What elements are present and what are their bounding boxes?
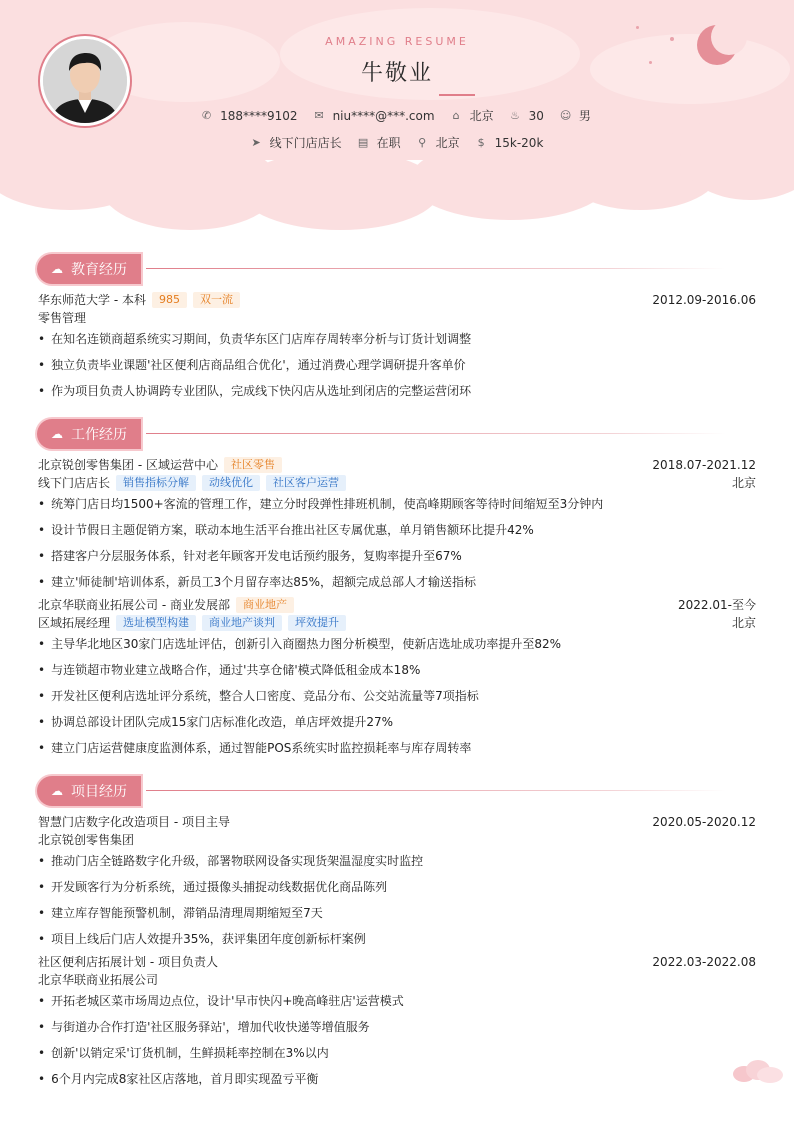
skill-tag: 动线优化 — [202, 475, 260, 491]
status-icon: ▤ — [357, 136, 369, 149]
project-header-row — [38, 813, 756, 830]
section-pill — [37, 419, 141, 449]
mail-icon: ✉ — [314, 109, 324, 122]
contact-info-row — [0, 107, 793, 124]
work-role-row — [38, 614, 756, 631]
decorative-cloud-icon — [730, 1058, 784, 1084]
list-item: • 协调总部设计团队完成15家门店标准化改造，单店坪效提升27% — [38, 713, 393, 730]
project-date: 2020.05-2020.12 — [652, 814, 756, 829]
list-item: • 统筹门店日均1500+客流的管理工作，建立分时段弹性排班机制，使高峰期顾客等待时间缩短至3分钟内 — [38, 495, 603, 512]
list-item: • 与连锁超市物业建立战略合作，通过'共享仓储'模式降低租金成本18% — [38, 661, 420, 678]
location-icon: ⚲ — [418, 136, 427, 149]
section-divider — [146, 268, 726, 269]
employment-status-info — [358, 134, 401, 151]
section-pill — [37, 254, 141, 284]
school-tag: 双一流 — [193, 292, 240, 308]
project-org-row — [38, 831, 756, 848]
project-name: 社区便利店拓展计划 - 项目负责人 — [38, 955, 218, 969]
salary-text: 15k-20k — [494, 135, 544, 150]
resume-header — [0, 0, 794, 235]
target-city-info — [417, 134, 460, 151]
list-item: • 建立库存智能预警机制，滞销品清理周期缩短至7天 — [38, 904, 323, 921]
project-org: 北京华联商业拓展公司 — [38, 973, 159, 987]
major-row — [38, 309, 756, 326]
skill-tag: 坪效提升 — [288, 615, 346, 631]
list-item: • 开拓老城区菜市场周边点位，设计'早市快闪+晚高峰驻店'运营模式 — [38, 992, 404, 1009]
work-role-row — [38, 474, 756, 491]
resume-tagline: AMAZING RESUME — [325, 35, 469, 48]
phone-icon: ✆ — [202, 109, 212, 122]
age-text: 30 — [528, 108, 544, 123]
major-name: 零售管理 — [38, 311, 87, 325]
section-divider — [146, 433, 726, 434]
section-divider — [146, 790, 726, 791]
cloud-icon: ☁ — [51, 784, 63, 798]
school-tag: 985 — [152, 292, 187, 308]
skill-tag: 社区客户运营 — [266, 475, 346, 491]
job-intent-row — [0, 134, 794, 151]
section-pill — [37, 776, 141, 806]
industry-tag: 社区零售 — [224, 457, 282, 473]
work-date: 2018.07-2021.12 — [652, 457, 756, 472]
list-item: • 推动门店全链路数字化升级，部署物联网设备实现货架温湿度实时监控 — [38, 852, 423, 869]
industry-tag: 商业地产 — [236, 597, 294, 613]
work-header-row — [38, 456, 756, 473]
work-city: 北京 — [731, 476, 756, 490]
skill-tag: 商业地产谈判 — [202, 615, 282, 631]
work-city: 北京 — [731, 616, 756, 630]
company-name: 北京华联商业拓展公司 - 商业发展部 — [38, 598, 230, 612]
list-item: • 独立负责毕业课题'社区便利店商品组合优化'，通过消费心理学调研提升客单价 — [38, 356, 466, 373]
school-name: 华东师范大学 - 本科 — [38, 293, 146, 307]
section-title-text: 教育经历 — [71, 262, 127, 278]
employment-status-text: 在职 — [376, 136, 401, 150]
list-item: • 项目上线后门店人效提升35%，获评集团年度创新标杆案例 — [38, 930, 366, 947]
job-role: 线下门店店长 — [38, 476, 111, 490]
list-item: • 开发顾客行为分析系统，通过摄像头捕捉动线数据优化商品陈列 — [38, 878, 387, 895]
email-text: niu****@***.com — [332, 108, 435, 123]
gender-text: 男 — [578, 109, 591, 123]
project-header-row — [38, 953, 756, 970]
work-header-row — [38, 596, 756, 613]
company-name: 北京锐创零售集团 - 区域运营中心 — [38, 458, 218, 472]
candidate-name: 牛敬业 — [360, 61, 433, 86]
list-item: • 搭建客户分层服务体系，针对老年顾客开发电话预约服务，复购率提升至67% — [38, 547, 462, 564]
salary-icon: $ — [477, 136, 485, 149]
section-title-text: 工作经历 — [71, 427, 127, 443]
hometown-info — [451, 107, 494, 124]
list-item: • 建立门店运营健康度监测体系，通过智能POS系统实时监控损耗率与库存周转率 — [38, 739, 471, 756]
gender-icon: ☺ — [559, 109, 572, 122]
job-role: 区域拓展经理 — [38, 616, 111, 630]
cake-icon: ♨ — [510, 109, 521, 122]
list-item: • 主导华北地区30家门店选址评估，创新引入商圈热力图分析模型，使新店选址成功率提升至82% — [38, 635, 561, 652]
project-date: 2022.03-2022.08 — [652, 954, 756, 969]
list-item: • 创新'以销定采'订货机制，生鲜损耗率控制在3%以内 — [38, 1044, 329, 1061]
target-city-text: 北京 — [435, 136, 460, 150]
hometown-text: 北京 — [469, 109, 494, 123]
project-name: 智慧门店数字化改造项目 - 项目主导 — [38, 815, 230, 829]
phone-text: 188****9102 — [220, 108, 298, 123]
list-item: • 在知名连锁商超系统实习期间，负责华东区门店库存周转率分析与订货计划调整 — [38, 330, 471, 347]
cloud-shape — [240, 150, 440, 230]
target-position-info — [251, 134, 342, 151]
name-underline — [439, 94, 475, 96]
education-date: 2012.09-2016.06 — [652, 292, 756, 307]
skill-tag: 选址模型构建 — [116, 615, 196, 631]
list-item: • 设计节假日主题促销方案，联动本地生活平台推出社区专属优惠，单月销售额环比提升42% — [38, 521, 534, 538]
target-position-text: 线下门店店长 — [269, 136, 342, 150]
age-info — [510, 109, 544, 123]
salary-info — [476, 136, 544, 150]
list-item: • 6个月内完成8家社区店落地，首月即实现盈亏平衡 — [38, 1070, 318, 1087]
star-icon — [636, 26, 639, 29]
project-org-row — [38, 971, 756, 988]
home-icon: ⌂ — [452, 109, 460, 122]
gender-info — [560, 107, 591, 124]
send-icon: ➤ — [251, 136, 261, 149]
project-org: 北京锐创零售集团 — [38, 833, 135, 847]
education-header-row — [38, 291, 756, 308]
email-info — [314, 109, 435, 123]
education-section-title — [37, 254, 141, 284]
list-item: • 开发社区便利店选址评分系统，整合人口密度、竞品分布、公交站流量等7项指标 — [38, 687, 479, 704]
work-date: 2022.01-至今 — [678, 598, 756, 612]
list-item: • 建立'师徒制'培训体系，新员工3个月留存率达85%，超额完成总部人才输送指标 — [38, 573, 476, 590]
list-item: • 与街道办合作打造'社区服务驿站'，增加代收快递等增值服务 — [38, 1018, 370, 1035]
cloud-icon: ☁ — [51, 427, 63, 441]
work-section-title — [37, 419, 141, 449]
cloud-icon: ☁ — [51, 262, 63, 276]
skill-tag: 销售指标分解 — [116, 475, 196, 491]
projects-section-title — [37, 776, 141, 806]
section-title-text: 项目经历 — [71, 784, 127, 800]
list-item: • 作为项目负责人协调跨专业团队，完成线下快闪店从选址到闭店的完整运营闭环 — [38, 382, 471, 399]
phone-info — [201, 109, 297, 123]
